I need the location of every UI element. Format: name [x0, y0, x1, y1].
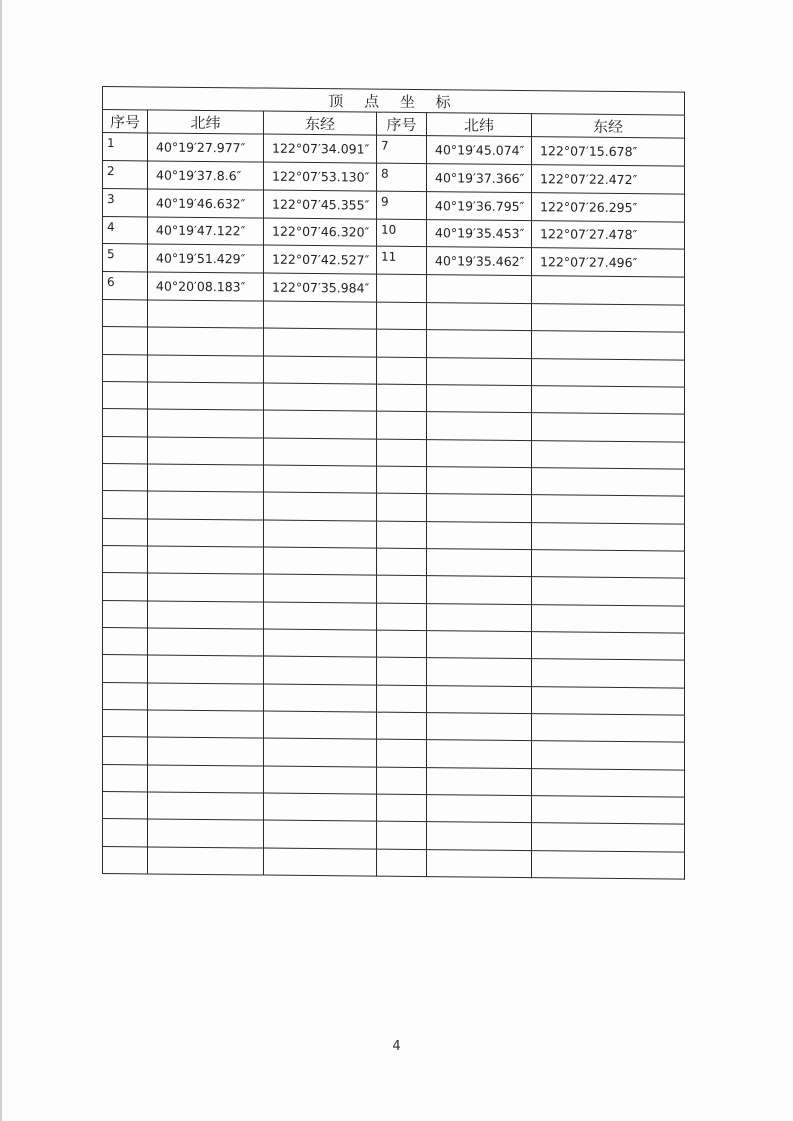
empty-cell [377, 575, 427, 603]
empty-cell [532, 714, 685, 743]
empty-cell [148, 628, 264, 656]
empty-cell [264, 328, 377, 356]
empty-cell [532, 632, 685, 661]
empty-cell [427, 467, 532, 495]
empty-cell [427, 439, 532, 467]
vertex-number-cell [377, 274, 427, 302]
empty-cell [264, 711, 377, 739]
column-header: 序号 [377, 112, 427, 135]
empty-cell [427, 849, 532, 877]
latitude-cell: 40°19′37.8.6″ [148, 161, 264, 190]
empty-cell [103, 354, 148, 382]
empty-cell [264, 547, 377, 575]
empty-cell [532, 495, 685, 524]
vertex-number-cell: 2 [103, 160, 148, 188]
empty-cell [148, 382, 264, 410]
empty-cell [103, 409, 148, 437]
empty-cell [148, 546, 264, 574]
empty-cell [148, 765, 264, 793]
empty-cell [264, 738, 377, 766]
empty-cell [148, 573, 264, 601]
empty-cell [148, 710, 264, 738]
empty-cell [377, 493, 427, 521]
empty-cell [103, 846, 148, 874]
empty-cell [377, 384, 427, 412]
longitude-cell: 122°07′53.130″ [264, 162, 377, 191]
empty-cell [532, 604, 685, 633]
vertex-number-cell: 9 [377, 191, 427, 219]
column-header: 东经 [264, 111, 377, 135]
empty-cell [532, 741, 685, 770]
empty-cell [148, 519, 264, 547]
empty-cell [264, 602, 377, 630]
empty-cell [103, 791, 148, 819]
empty-cell [377, 739, 427, 767]
empty-cell [532, 358, 685, 387]
coordinates-table-container [102, 86, 684, 880]
empty-cell [148, 847, 264, 875]
empty-cell [148, 355, 264, 383]
empty-cell [103, 546, 148, 574]
empty-cell [148, 737, 264, 765]
empty-cell [148, 683, 264, 711]
empty-cell [377, 521, 427, 549]
empty-cell [103, 709, 148, 737]
empty-cell [427, 521, 532, 549]
empty-cell [264, 301, 377, 329]
empty-cell [264, 356, 377, 384]
empty-cell [377, 767, 427, 795]
latitude-cell: 40°19′46.632″ [148, 189, 264, 218]
page-number: 4 [392, 1039, 401, 1054]
empty-cell [532, 386, 685, 415]
empty-cell [103, 573, 148, 601]
column-header: 序号 [103, 110, 148, 133]
empty-cell [427, 658, 532, 686]
empty-cell [148, 327, 264, 355]
vertex-number-cell: 10 [377, 219, 427, 247]
empty-cell [103, 628, 148, 656]
empty-cell [427, 357, 532, 385]
empty-cell [103, 382, 148, 410]
column-header: 东经 [532, 114, 685, 138]
empty-cell [148, 491, 264, 519]
empty-cell [377, 603, 427, 631]
latitude-cell: 40°19′37.366″ [427, 163, 532, 192]
empty-cell [103, 436, 148, 464]
vertex-number-cell: 5 [103, 244, 148, 272]
empty-cell [427, 740, 532, 768]
empty-cell [427, 494, 532, 522]
latitude-cell: 40°19′47.122″ [148, 216, 264, 245]
empty-cell [103, 491, 148, 519]
empty-cell [377, 630, 427, 658]
empty-cell [264, 438, 377, 466]
vertex-number-cell: 3 [103, 188, 148, 216]
empty-cell [148, 464, 264, 492]
empty-cell [264, 766, 377, 794]
empty-cell [264, 656, 377, 684]
vertex-coordinates-table [102, 86, 685, 880]
latitude-cell: 40°19′36.795″ [427, 191, 532, 220]
empty-cell [532, 413, 685, 442]
empty-cell [148, 300, 264, 328]
empty-table-row [103, 846, 685, 879]
latitude-cell: 40°19′35.462″ [427, 247, 532, 276]
empty-cell [103, 682, 148, 710]
longitude-cell: 122°07′42.527″ [264, 245, 377, 274]
empty-cell [427, 385, 532, 413]
empty-cell [103, 764, 148, 792]
longitude-cell: 122°07′26.295″ [532, 192, 685, 221]
empty-cell [427, 767, 532, 795]
latitude-cell: 40°19′27.977″ [148, 133, 264, 162]
empty-cell [532, 577, 685, 606]
empty-cell [427, 822, 532, 850]
empty-cell [532, 686, 685, 715]
latitude-cell [427, 275, 532, 304]
empty-cell [148, 792, 264, 820]
column-header: 北纬 [427, 113, 532, 137]
empty-cell [427, 685, 532, 713]
empty-cell [532, 850, 685, 879]
longitude-cell: 122°07′22.472″ [532, 164, 685, 193]
longitude-cell: 122°07′45.355″ [264, 190, 377, 219]
longitude-cell: 122°07′15.678″ [532, 137, 685, 166]
empty-cell [532, 331, 685, 360]
empty-cell [377, 685, 427, 713]
empty-cell [264, 492, 377, 520]
empty-cell [427, 303, 532, 331]
empty-cell [377, 357, 427, 385]
empty-cell [103, 327, 148, 355]
empty-cell [427, 713, 532, 741]
table-body [103, 133, 685, 880]
empty-cell [264, 410, 377, 438]
vertex-number-cell: 8 [377, 163, 427, 191]
empty-cell [427, 603, 532, 631]
table-title: 顶 点 坐 标 [103, 87, 685, 116]
empty-cell [148, 409, 264, 437]
empty-cell [427, 631, 532, 659]
empty-cell [377, 712, 427, 740]
empty-cell [103, 300, 148, 328]
empty-cell [264, 793, 377, 821]
empty-cell [264, 629, 377, 657]
latitude-cell: 40°19′45.074″ [427, 136, 532, 165]
empty-cell [264, 574, 377, 602]
empty-cell [377, 794, 427, 822]
empty-cell [148, 437, 264, 465]
empty-cell [264, 383, 377, 411]
empty-cell [427, 576, 532, 604]
latitude-cell: 40°19′51.429″ [148, 244, 264, 273]
empty-cell [427, 412, 532, 440]
empty-cell [264, 520, 377, 548]
empty-cell [103, 737, 148, 765]
longitude-cell: 122°07′35.984″ [264, 273, 377, 302]
empty-cell [148, 819, 264, 847]
empty-cell [377, 412, 427, 440]
longitude-cell [532, 276, 685, 305]
vertex-number-cell: 6 [103, 272, 148, 300]
empty-cell [532, 768, 685, 797]
vertex-number-cell: 11 [377, 247, 427, 275]
empty-cell [532, 522, 685, 551]
vertex-number-cell: 1 [103, 133, 148, 161]
empty-cell [427, 795, 532, 823]
empty-cell [264, 848, 377, 876]
latitude-cell: 40°20′08.183″ [148, 272, 264, 301]
empty-cell [148, 601, 264, 629]
page-edge-shadow [0, 0, 2, 1121]
latitude-cell: 40°19′35.453″ [427, 219, 532, 248]
column-header: 北纬 [148, 110, 264, 134]
empty-cell [103, 518, 148, 546]
empty-cell [264, 820, 377, 848]
empty-cell [377, 821, 427, 849]
empty-cell [103, 600, 148, 628]
empty-cell [427, 330, 532, 358]
empty-cell [532, 659, 685, 688]
empty-cell [377, 330, 427, 358]
empty-cell [264, 684, 377, 712]
longitude-cell: 122°07′27.478″ [532, 220, 685, 249]
empty-cell [532, 468, 685, 497]
empty-cell [377, 466, 427, 494]
longitude-cell: 122°07′27.496″ [532, 248, 685, 277]
empty-cell [148, 655, 264, 683]
vertex-number-cell: 4 [103, 216, 148, 244]
empty-cell [103, 464, 148, 492]
empty-cell [427, 549, 532, 577]
longitude-cell: 122°07′46.320″ [264, 218, 377, 247]
empty-cell [377, 849, 427, 877]
empty-cell [377, 302, 427, 330]
empty-cell [532, 796, 685, 825]
empty-cell [377, 548, 427, 576]
longitude-cell: 122°07′34.091″ [264, 134, 377, 163]
empty-cell [377, 439, 427, 467]
empty-cell [532, 823, 685, 852]
vertex-number-cell: 7 [377, 135, 427, 163]
empty-cell [103, 655, 148, 683]
empty-cell [264, 465, 377, 493]
empty-cell [532, 304, 685, 333]
empty-cell [103, 819, 148, 847]
empty-cell [377, 657, 427, 685]
empty-cell [532, 440, 685, 469]
empty-cell [532, 550, 685, 579]
